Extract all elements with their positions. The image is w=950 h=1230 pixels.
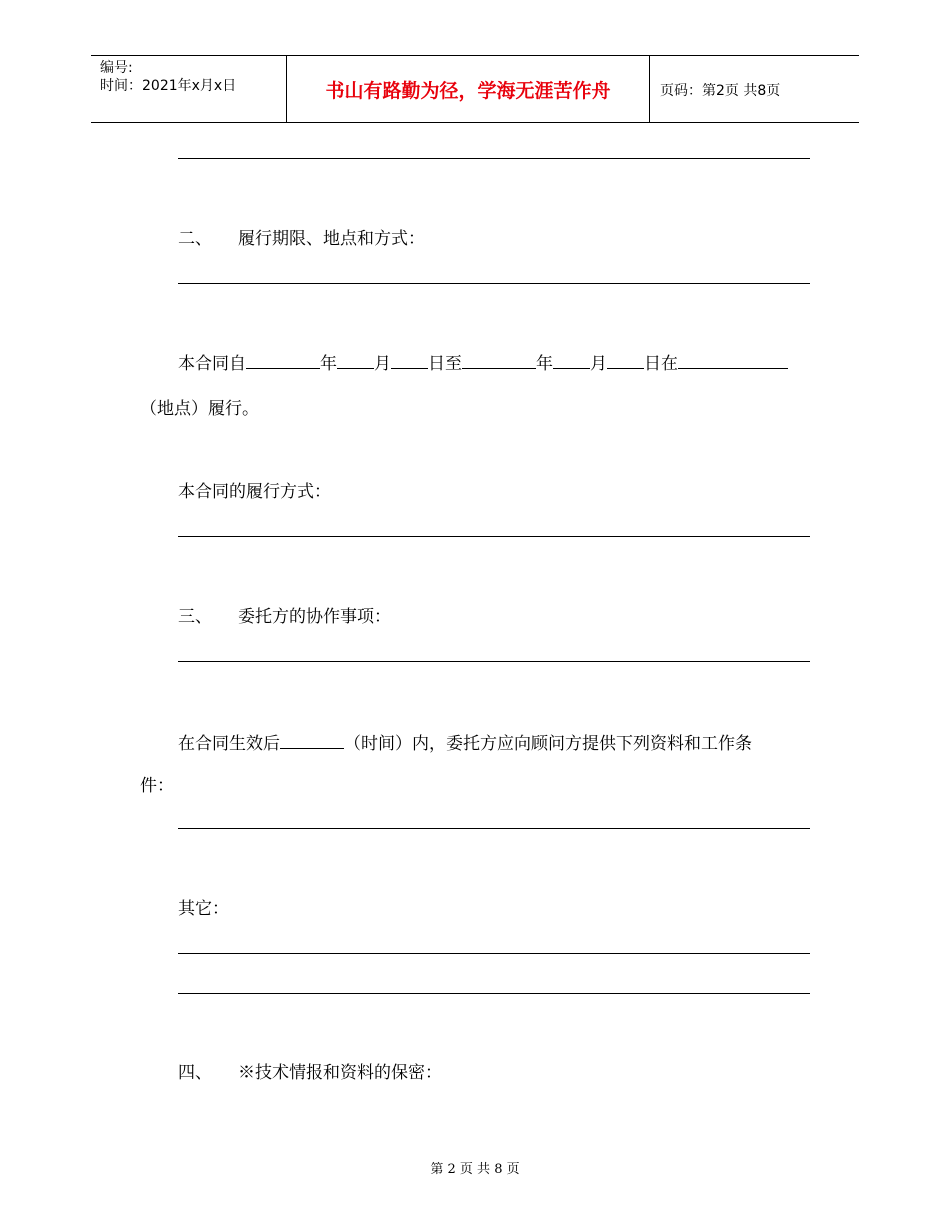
text-fragment: 月 (590, 354, 607, 374)
method-label: 本合同的履行方式： (178, 482, 331, 502)
other-label: 其它： (178, 899, 229, 919)
header-meta (100, 59, 236, 95)
section-number: 二、 (178, 229, 212, 249)
text-fragment: 本合同自 (178, 354, 246, 374)
text-fragment: 在合同生效后 (178, 734, 280, 754)
text-fragment: 日至 (428, 354, 462, 374)
fill-blank[interactable] (391, 350, 428, 369)
header-divider (649, 56, 650, 122)
fill-blank[interactable] (246, 350, 320, 369)
blank-line (178, 536, 810, 537)
fill-blank[interactable] (337, 350, 374, 369)
text-fragment: 年 (536, 354, 553, 374)
page-footer: 第 2 页 共 8 页 (430, 1162, 520, 1177)
blank-line (178, 953, 810, 954)
header-page-info: 页码：第2页 共8页 (660, 83, 781, 99)
blank-line (178, 828, 810, 829)
section-title: 履行期限、地点和方式： (238, 229, 425, 249)
provide-sentence (178, 730, 752, 755)
fill-blank[interactable] (462, 350, 536, 369)
text-fragment: （时间）内，委托方应向顾问方提供下列资料和工作条 (344, 734, 752, 754)
text-fragment: 日在 (644, 354, 678, 374)
fill-blank[interactable] (553, 350, 590, 369)
header-motto: 书山有路勤为径，学海无涯苦作舟 (325, 79, 611, 102)
period-sentence-cont: （地点）履行。 (140, 399, 259, 419)
blank-line (178, 158, 810, 159)
serial-label: 编号: (100, 60, 133, 76)
period-sentence (178, 350, 788, 375)
blank-line (178, 283, 810, 284)
fill-blank[interactable] (678, 350, 788, 369)
page-header (91, 55, 859, 123)
section-number: 四、 (178, 1063, 212, 1083)
time-label: 时间：2021年x月x日 (100, 78, 237, 94)
fill-blank[interactable] (280, 730, 344, 749)
section-number: 三、 (178, 607, 212, 627)
text-fragment: 月 (374, 354, 391, 374)
blank-line (178, 993, 810, 994)
section-title: ※技术情报和资料的保密： (238, 1063, 442, 1083)
provide-sentence-cont: 件： (140, 776, 174, 796)
fill-blank[interactable] (607, 350, 644, 369)
text-fragment: 年 (320, 354, 337, 374)
section-title: 委托方的协作事项： (238, 607, 391, 627)
blank-line (178, 661, 810, 662)
